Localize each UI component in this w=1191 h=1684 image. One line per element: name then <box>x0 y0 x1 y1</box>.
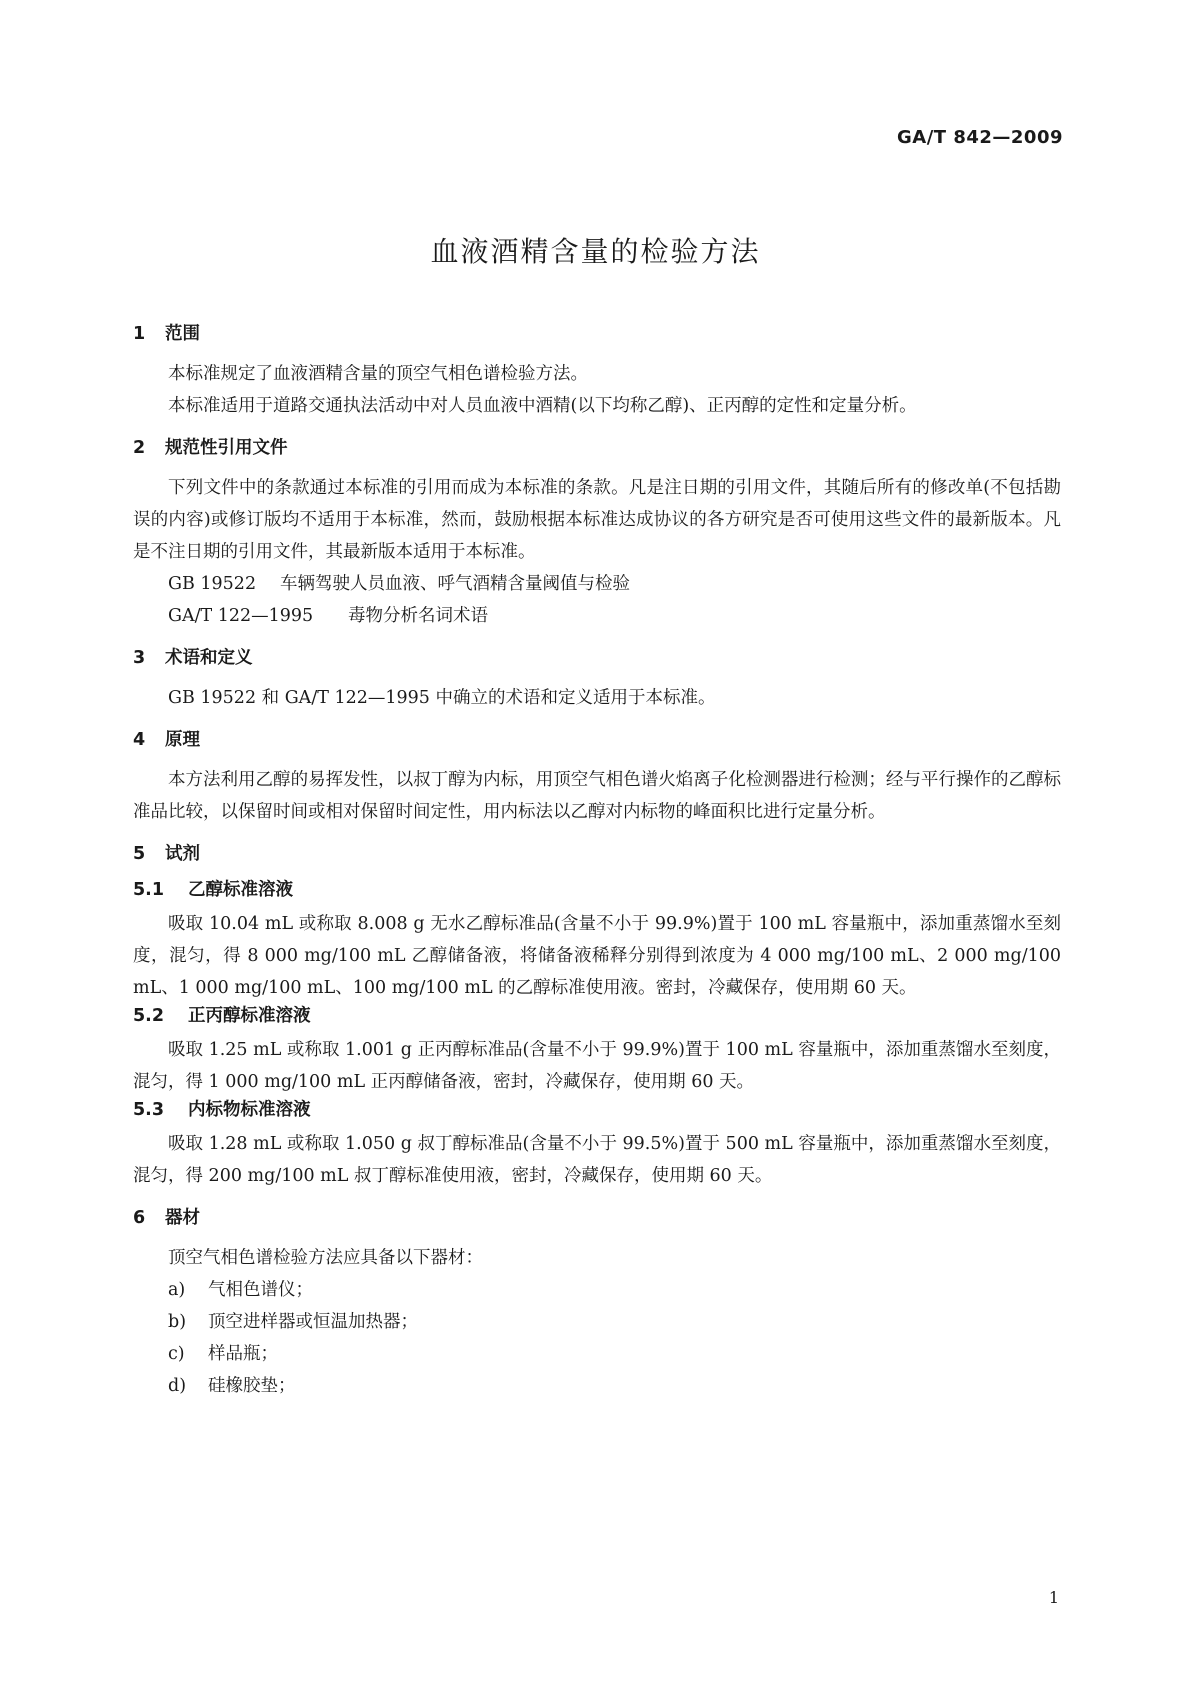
paragraph: 顶空气相色谱检验方法应具备以下器材： <box>168 1248 483 1268</box>
paragraph: 本标准适用于道路交通执法活动中对人员血液中酒精(以下均称乙醇)、正丙醇的定性和定量分析。 <box>168 396 917 416</box>
list-text: 顶空进样器或恒温加热器； <box>208 1312 418 1332</box>
list-text: 硅橡胶垫； <box>208 1376 296 1396</box>
section-5-heading <box>133 842 1061 866</box>
document-body <box>133 322 1061 1402</box>
standard-code: GA/T 842—2009 <box>897 127 1063 148</box>
list-text: 样品瓶； <box>208 1344 278 1364</box>
subsection-number: 5.3 <box>133 1100 165 1120</box>
subsection-5-3-heading <box>133 1098 1061 1122</box>
section-4-heading <box>133 728 1061 752</box>
paragraph: 本方法利用乙醇的易挥发性，以叔丁醇为内标，用顶空气相色谱火焰离子化检测器进行检测；经与平行操作的乙醇标准品比较，以保留时间或相对保留时间定性，用内标法以乙醇对内标物的峰面积比进行定量分析。 <box>133 770 1061 822</box>
reference-item <box>133 600 1061 632</box>
list-item <box>133 1306 1061 1338</box>
list-item <box>133 1274 1061 1306</box>
reference-name: 车辆驾驶人员血液、呼气酒精含量阈值与检验 <box>280 574 630 594</box>
paragraph: 本标准规定了血液酒精含量的顶空气相色谱检验方法。 <box>168 364 588 384</box>
document-title: 血液酒精含量的检验方法 <box>430 235 761 268</box>
paragraph: 吸取 10.04 mL 或称取 8.008 g 无水乙醇标准品(含量不小于 99.9%)置于 100 mL 容量瓶中，添加重蒸馏水至刻度，混匀，得 8 000 mg/100 mL 乙醇储备液，将储备液稀释分别得到浓度为 4 000 mg/100 mL、2 000 mg/100 mL、1 000 mg/100 mL、100 mg/100 mL 的乙醇标准使用液。密封，冷藏保存，使用期 60 天。 <box>133 914 1061 998</box>
section-title: 试剂 <box>165 844 200 864</box>
list-text: 气相色谱仪； <box>208 1280 313 1300</box>
section-3-heading <box>133 646 1061 670</box>
subsection-number: 5.2 <box>133 1006 165 1026</box>
section-6-heading <box>133 1206 1061 1230</box>
paragraph: 下列文件中的条款通过本标准的引用而成为本标准的条款。凡是注日期的引用文件，其随后所有的修改单(不包括勘误的内容)或修订版均不适用于本标准，然而，鼓励根据本标准达成协议的各方研究是否可使用这些文件的最新版本。凡是不注日期的引用文件，其最新版本适用于本标准。 <box>133 478 1061 562</box>
section-number: 1 <box>133 324 146 344</box>
paragraph: 吸取 1.25 mL 或称取 1.001 g 正丙醇标准品(含量不小于 99.9%)置于 100 mL 容量瓶中，添加重蒸馏水至刻度，混匀，得 1 000 mg/100 mL 正丙醇储备液，密封，冷藏保存，使用期 60 天。 <box>133 1040 1061 1092</box>
subsection-title: 正丙醇标准溶液 <box>188 1006 311 1026</box>
reference-name: 毒物分析名词术语 <box>348 606 488 626</box>
subsection-5-2-heading <box>133 1004 1061 1028</box>
paragraph: 吸取 1.28 mL 或称取 1.050 g 叔丁醇标准品(含量不小于 99.5%)置于 500 mL 容量瓶中，添加重蒸馏水至刻度，混匀，得 200 mg/100 mL 叔丁醇标准使用液，密封，冷藏保存，使用期 60 天。 <box>133 1134 1061 1186</box>
section-title: 规范性引用文件 <box>165 438 288 458</box>
reference-code: GA/T 122—1995 <box>168 606 314 626</box>
section-title: 范围 <box>165 324 200 344</box>
section-number: 2 <box>133 438 146 458</box>
subsection-title: 乙醇标准溶液 <box>188 880 293 900</box>
section-number: 6 <box>133 1208 146 1228</box>
list-label: b) <box>168 1312 187 1332</box>
section-title: 术语和定义 <box>165 648 253 668</box>
section-2-heading <box>133 436 1061 460</box>
section-number: 3 <box>133 648 146 668</box>
reference-item <box>133 568 1061 600</box>
subsection-title: 内标物标准溶液 <box>188 1100 311 1120</box>
paragraph: GB 19522 和 GA/T 122—1995 中确立的术语和定义适用于本标准。 <box>168 688 716 708</box>
section-title: 器材 <box>165 1208 200 1228</box>
list-label: d) <box>168 1376 187 1396</box>
section-title: 原理 <box>165 730 200 750</box>
list-label: a) <box>168 1280 186 1300</box>
subsection-number: 5.1 <box>133 880 165 900</box>
list-item <box>133 1338 1061 1370</box>
list-item <box>133 1370 1061 1402</box>
reference-code: GB 19522 <box>168 574 257 594</box>
subsection-5-1-heading <box>133 878 1061 902</box>
section-number: 4 <box>133 730 146 750</box>
list-label: c) <box>168 1344 185 1364</box>
page-number: 1 <box>1048 1588 1059 1607</box>
section-number: 5 <box>133 844 146 864</box>
section-1-heading <box>133 322 1061 346</box>
